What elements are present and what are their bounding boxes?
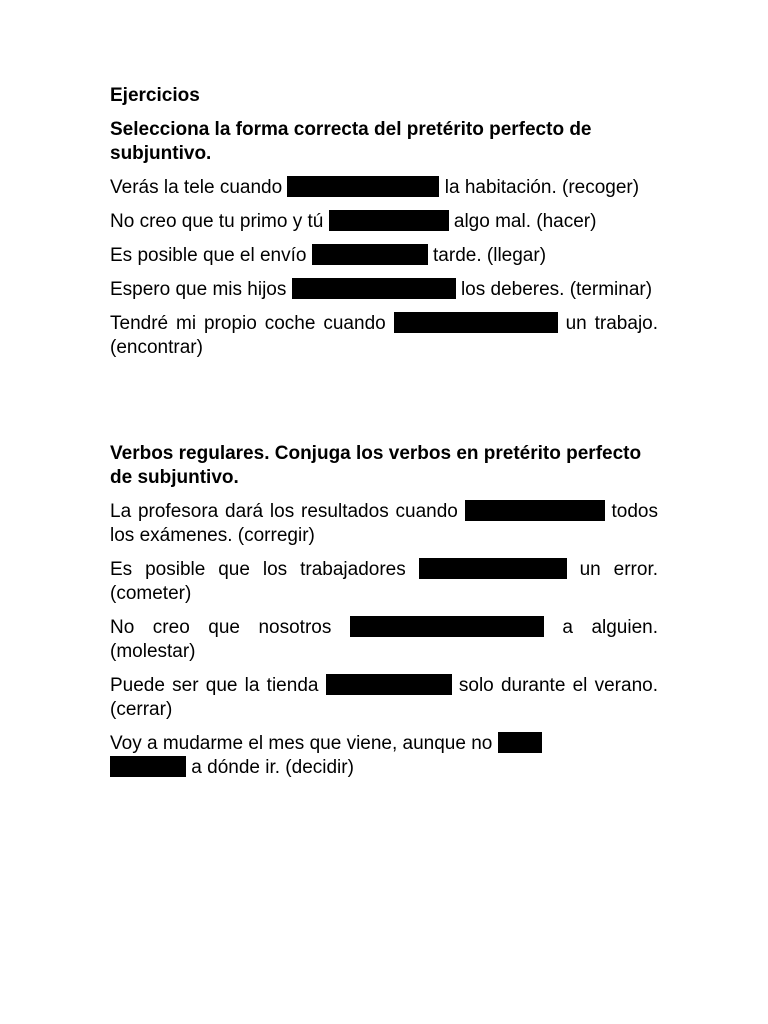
- exercise-item-6: [110, 500, 658, 548]
- item-text-before: Voy a mudarme el mes que viene, aunque no: [110, 733, 493, 754]
- exercise-item-1: [110, 176, 658, 200]
- item-text-before: Verás la tele cuando: [110, 177, 283, 198]
- item-text-after: todos los exámenes. (corregir): [110, 501, 658, 546]
- item-text-before: No creo que nosotros: [110, 617, 332, 638]
- item-text-before: No creo que tu primo y tú: [110, 211, 324, 232]
- item-text-before: Es posible que el envío: [110, 245, 307, 266]
- item-text-after: tarde. (llegar): [433, 245, 547, 266]
- worksheet-title: Ejercicios: [110, 85, 200, 106]
- item-text-before: Es posible que los trabajadores: [110, 559, 406, 580]
- redacted-answer-blank: [287, 176, 439, 197]
- redacted-answer-blank: [110, 756, 186, 777]
- section-gap: [110, 370, 658, 442]
- item-text-after: la habitación. (recoger): [444, 177, 640, 198]
- redacted-answer-blank: [329, 210, 449, 231]
- item-text-before: Espero que mis hijos: [110, 279, 287, 300]
- item-text-after: algo mal. (hacer): [453, 211, 597, 232]
- exercise-item-8: [110, 616, 658, 664]
- item-text-after: a dónde ir. (decidir): [191, 757, 354, 778]
- item-text-before: Puede ser que la tienda: [110, 675, 319, 696]
- section2-instruction: Verbos regulares. Conjuga los verbos en pretérito perfecto de subjuntivo.: [110, 443, 642, 488]
- exercise-item-4: [110, 278, 658, 302]
- item-text-after: los deberes. (terminar): [460, 279, 653, 300]
- exercise-item-7: [110, 558, 658, 606]
- redacted-answer-blank: [465, 500, 605, 521]
- exercise-item-5: [110, 312, 658, 360]
- item-text-after: un error. (cometer): [110, 559, 659, 604]
- item-text-after: un trabajo. (encontrar): [110, 313, 659, 358]
- redacted-answer-blank: [292, 278, 456, 299]
- item-text-before: La profesora dará los resultados cuando: [110, 501, 458, 522]
- item-text-after: a alguien. (molestar): [110, 617, 659, 662]
- redacted-answer-blank: [350, 616, 544, 637]
- item-text-after: solo durante el verano. (cerrar): [110, 675, 658, 720]
- section1-instruction: Selecciona la forma correcta del pretérito perfecto de subjuntivo.: [110, 119, 592, 164]
- redacted-answer-blank: [312, 244, 428, 265]
- exercise-item-3: [110, 244, 658, 268]
- exercise-item-10: [110, 732, 658, 780]
- redacted-answer-blank: [498, 732, 542, 753]
- worksheet: [110, 84, 658, 790]
- item-text-before: Tendré mi propio coche cuando: [110, 313, 386, 334]
- redacted-answer-blank: [326, 674, 452, 695]
- redacted-answer-blank: [394, 312, 558, 333]
- exercise-item-9: [110, 674, 658, 722]
- exercise-item-2: [110, 210, 658, 234]
- redacted-answer-blank: [419, 558, 567, 579]
